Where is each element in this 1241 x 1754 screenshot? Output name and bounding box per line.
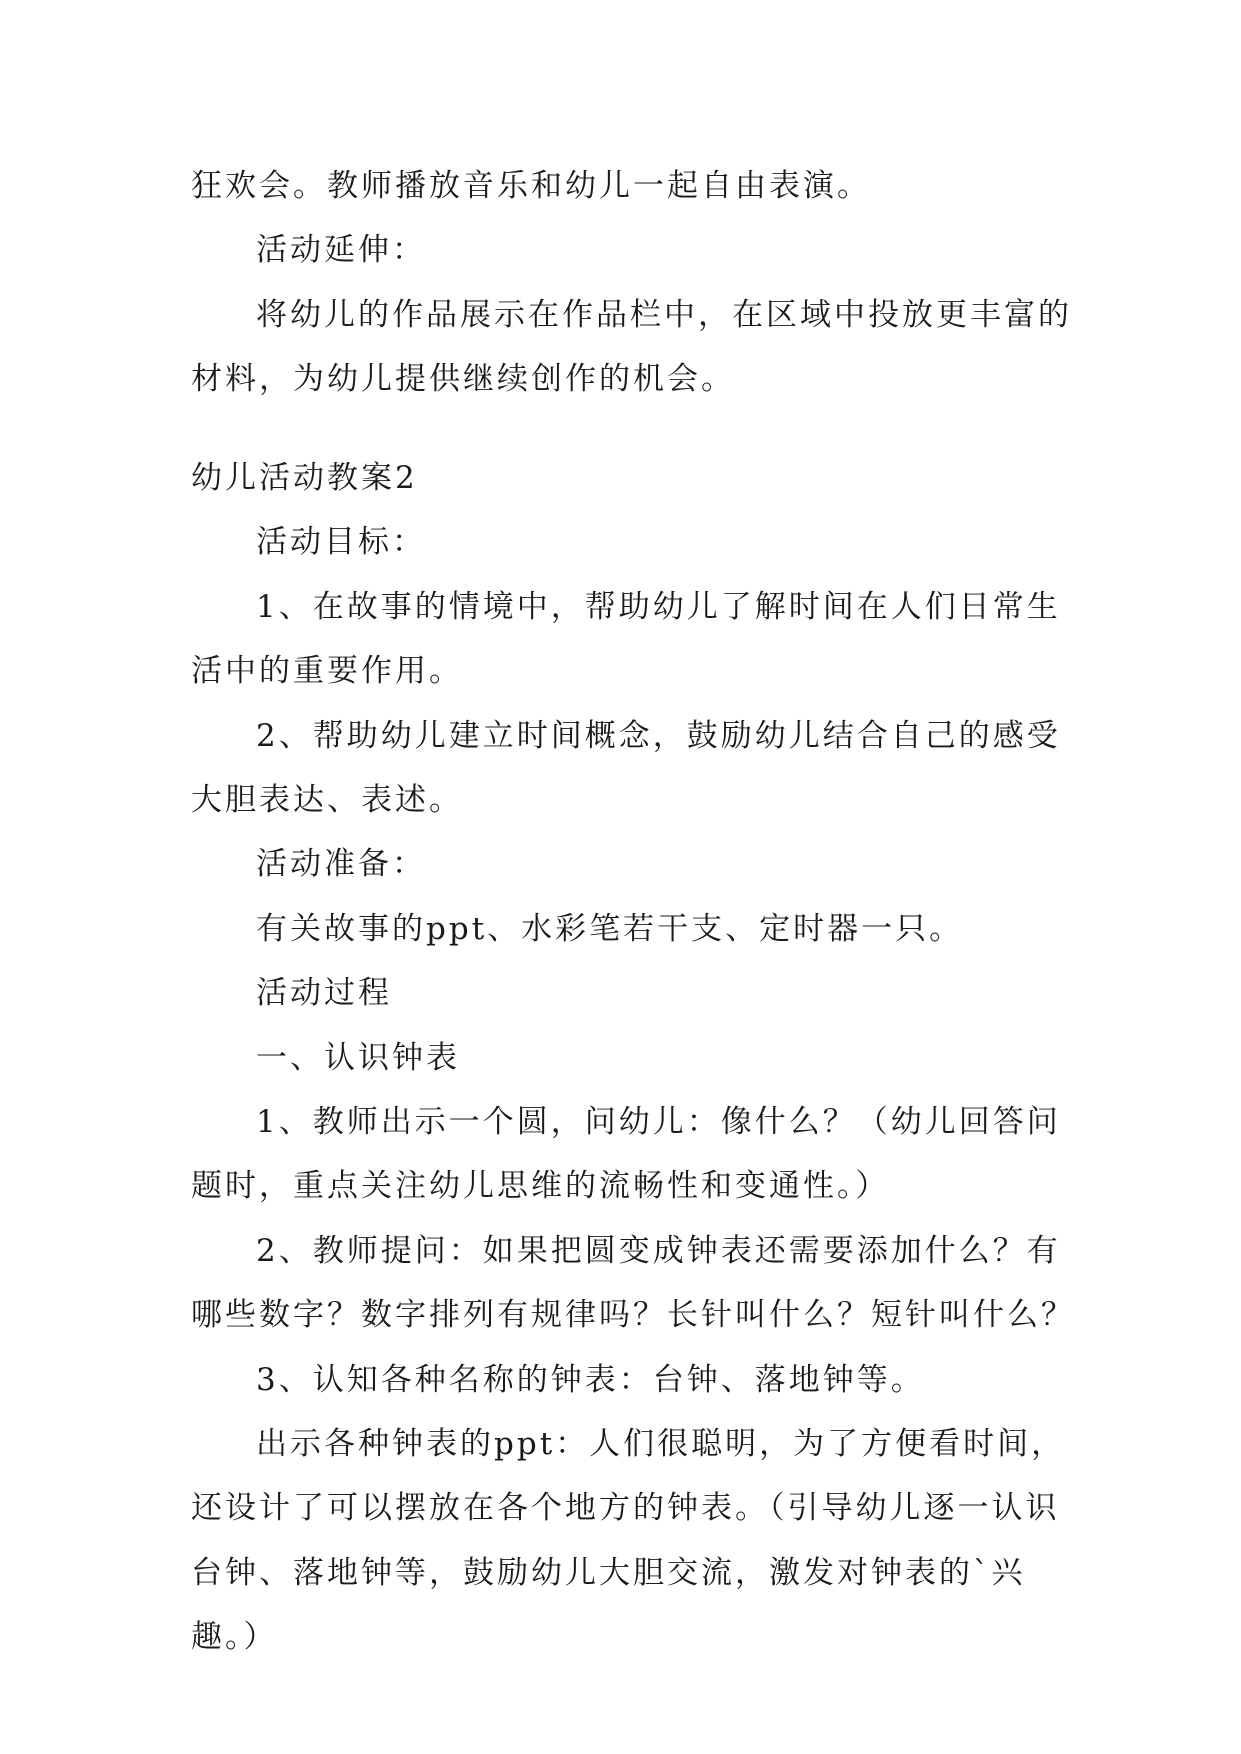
section-heading-preparation: 活动准备： bbox=[256, 846, 426, 882]
section-heading-process: 活动过程 bbox=[256, 975, 392, 1011]
text-line: 出示各种钟表的ppt：人们很聪明，为了方便看时间， bbox=[256, 1426, 1066, 1462]
text-line: 题时，重点关注幼儿思维的流畅性和变通性。） bbox=[191, 1168, 890, 1204]
text-line: 2、帮助幼儿建立时间概念，鼓励幼儿结合自己的感受 bbox=[256, 718, 1061, 754]
text-line: 材料，为幼儿提供继续创作的机会。 bbox=[191, 361, 735, 397]
document-title: 幼儿活动教案2 bbox=[191, 460, 418, 496]
text-line: 有关故事的ppt、水彩笔若干支、定时器一只。 bbox=[256, 911, 964, 947]
text-line: 1、在故事的情境中，帮助幼儿了解时间在人们日常生 bbox=[256, 589, 1061, 625]
text-line: 1、教师出示一个圆，问幼儿：像什么？（幼儿回答问 bbox=[256, 1104, 1061, 1140]
text-line: 3、认知各种名称的钟表：台钟、落地钟等。 bbox=[256, 1362, 925, 1398]
text-line: 哪些数字？数字排列有规律吗？长针叫什么？短针叫什么？ bbox=[191, 1297, 1075, 1333]
text-line: 台钟、落地钟等，鼓励幼儿大胆交流，激发对钟表的`兴 bbox=[191, 1555, 1026, 1591]
subsection-heading: 一、认识钟表 bbox=[256, 1040, 460, 1076]
text-line: 活中的重要作用。 bbox=[191, 653, 463, 689]
text-line: 狂欢会。教师播放音乐和幼儿一起自由表演。 bbox=[191, 168, 871, 204]
text-line: 将幼儿的作品展示在作品栏中，在区域中投放更丰富的 bbox=[256, 297, 1072, 333]
text-line: 2、教师提问：如果把圆变成钟表还需要添加什么？有 bbox=[256, 1233, 1061, 1269]
text-line: 大胆表达、表述。 bbox=[191, 782, 463, 818]
section-heading-extension: 活动延伸： bbox=[256, 232, 426, 268]
text-line: 还设计了可以摆放在各个地方的钟表。（引导幼儿逐一认识 bbox=[191, 1490, 1060, 1526]
text-line: 趣。） bbox=[191, 1619, 278, 1655]
section-heading-goals: 活动目标： bbox=[256, 524, 426, 560]
